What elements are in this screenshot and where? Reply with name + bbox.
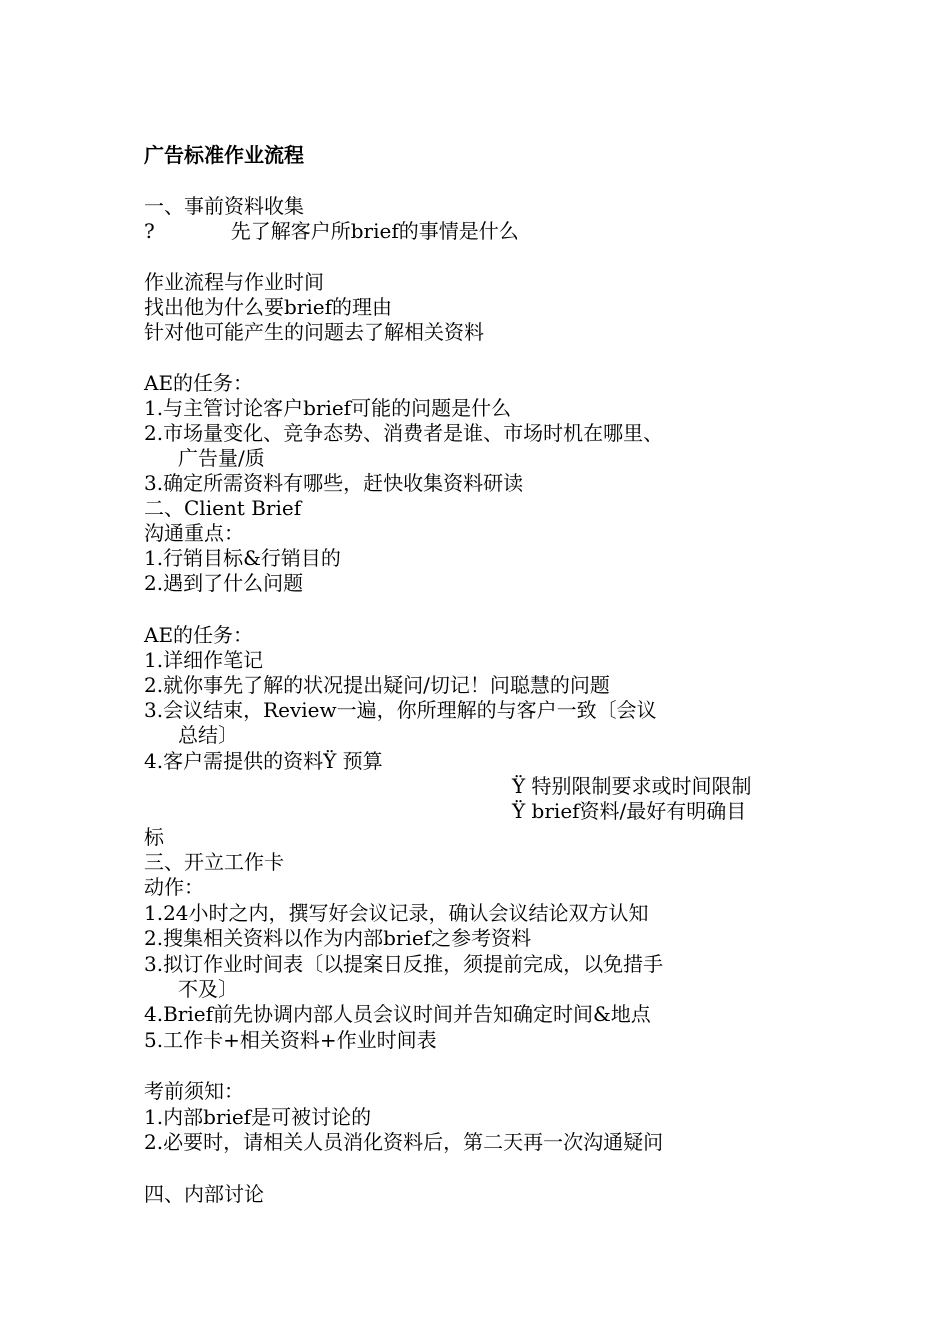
action-item: 2.搜集相关资料以作为内部brief之参考资料 (144, 926, 532, 950)
action-item: 3.拟订作业时间表〔以提案日反推，须提前完成，以免措手 (144, 952, 664, 976)
communication-focus-heading: 沟通重点： (144, 521, 244, 545)
notes-item: 2.必要时，请相关人员消化资料后，第二天再一次沟通疑问 (144, 1130, 664, 1154)
action-heading: 动作： (144, 875, 204, 899)
section-4-heading: 四、内部讨论 (144, 1182, 264, 1206)
section-1-item: 作业流程与作业时间 (144, 270, 324, 294)
ae-task-heading: AE的任务： (144, 623, 254, 647)
section-1-heading: 一、事前资料收集 (144, 194, 304, 218)
ae-task-item: 2.就你事先了解的状况提出疑问/切记！问聪慧的问题 (144, 673, 610, 697)
bullet-text: 先了解客户所brief的事情是什么 (230, 219, 519, 243)
notes-item: 1.内部brief是可被讨论的 (144, 1105, 372, 1129)
section-2-heading: 二、Client Brief (144, 496, 302, 520)
ae-task-item-cont: 广告量/质 (178, 446, 265, 470)
bullet-mark: ? (144, 219, 155, 243)
document-title: 广告标准作业流程 (144, 143, 304, 167)
ae-task-subitem: Ÿ 特别限制要求或时间限制 (512, 774, 752, 798)
notes-heading: 考前须知： (144, 1079, 244, 1103)
action-item: 5.工作卡+相关资料+作业时间表 (144, 1028, 437, 1052)
section-3-heading: 三、开立工作卡 (144, 850, 284, 874)
section-1-bullet (144, 219, 519, 244)
ae-task-subitem-cont: 标 (144, 825, 164, 849)
action-item: 4.Brief前先协调内部人员会议时间并告知确定时间&地点 (144, 1002, 651, 1026)
communication-focus-item: 1.行销目标&行销目的 (144, 546, 341, 570)
ae-task-heading: AE的任务： (144, 371, 254, 395)
ae-task-item: 3.确定所需资料有哪些，赶快收集资料研读 (144, 471, 524, 495)
ae-task-item: 2.市场量变化、竞争态势、消费者是谁、市场时机在哪里、 (144, 421, 664, 445)
section-1-item: 找出他为什么要brief的理由 (144, 295, 392, 319)
action-item-cont: 不及〕 (178, 977, 238, 1001)
ae-task-item: 1.详细作笔记 (144, 648, 264, 672)
ae-task-item: 4.客户需提供的资料Ÿ 预算 (144, 749, 383, 773)
ae-task-item-cont: 总结〕 (178, 723, 238, 747)
communication-focus-item: 2.遇到了什么问题 (144, 571, 304, 595)
ae-task-item: 1.与主管讨论客户brief可能的问题是什么 (144, 396, 512, 420)
section-1-item: 针对他可能产生的问题去了解相关资料 (144, 320, 484, 344)
ae-task-subitem: Ÿ brief资料/最好有明确目 (512, 799, 747, 823)
ae-task-item: 3.会议结束，Review一遍，你所理解的与客户一致〔会议 (144, 698, 657, 722)
action-item: 1.24小时之内，撰写好会议记录，确认会议结论双方认知 (144, 901, 649, 925)
